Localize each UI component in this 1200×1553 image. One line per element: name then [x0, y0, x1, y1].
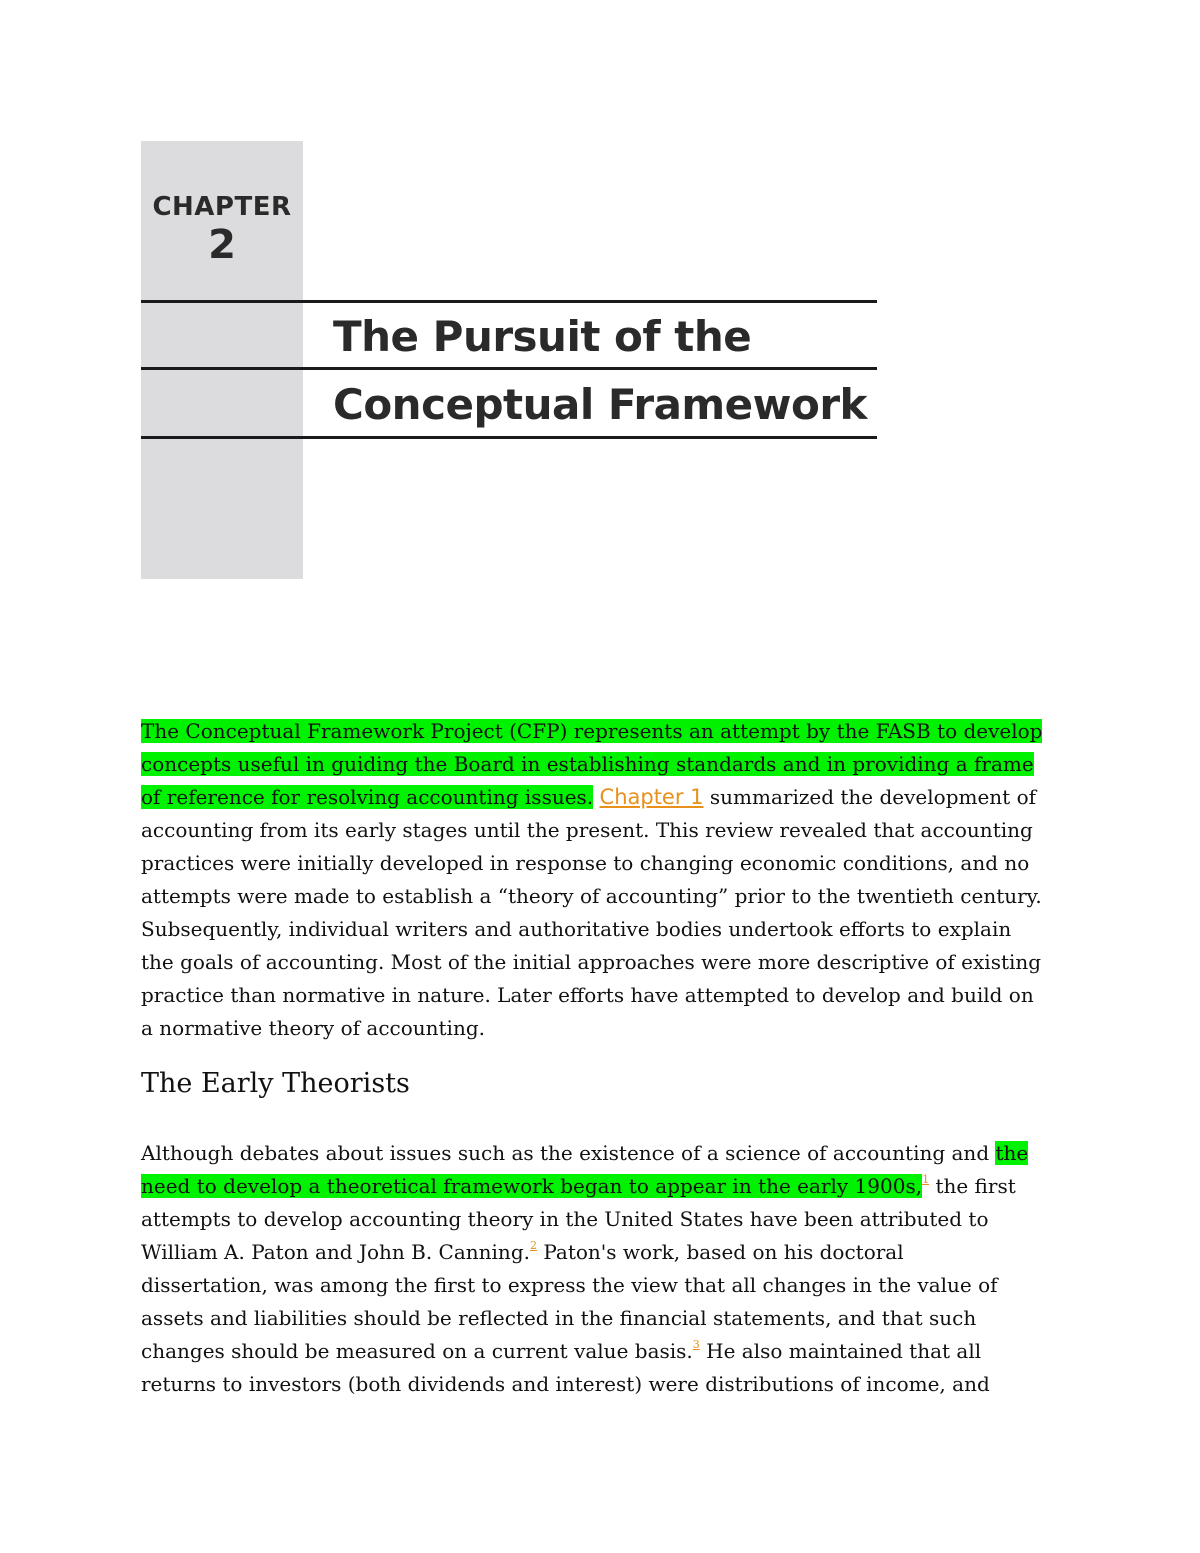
chapter-number: 2 [208, 222, 236, 268]
paragraph-text: Although debates about issues such as the existence of a science of accounting and [141, 1141, 990, 1165]
title-rule-bottom [141, 436, 877, 439]
highlighted-text: The Conceptual Framework Project (CFP) represents an attempt by the FASB to develop [141, 719, 1043, 743]
paragraph-line: attempts to develop accounting theory in the United States have been attributed to [141, 1207, 989, 1231]
chapter-title-line-2: Conceptual Framework [333, 380, 867, 429]
paragraph-text: He also maintained that all [706, 1339, 982, 1363]
paragraph-line: dissertation, was among the first to express the view that all changes in the value of [141, 1273, 998, 1297]
footnote-3-link[interactable]: 3 [692, 1338, 700, 1351]
paragraph-line: returns to investors (both dividends and interest) were distributions of income, and [141, 1372, 990, 1396]
footnote-1-link[interactable]: 1 [922, 1173, 930, 1186]
paragraph-text: William A. Paton and John B. Canning. [141, 1240, 530, 1264]
paragraph-text: the first [935, 1174, 1016, 1198]
paragraph-line: the goals of accounting. Most of the initial approaches were more descriptive of existing [141, 950, 1042, 974]
highlighted-text: the [995, 1141, 1029, 1165]
early-theorists-paragraph [141, 1137, 1071, 1401]
paragraph-line: attempts were made to establish a “theory of accounting” prior to the twentieth century. [141, 884, 1042, 908]
chapter-label: CHAPTER [152, 192, 292, 222]
highlighted-text: need to develop a theoretical framework began to appear in the early 1900s, [141, 1174, 923, 1198]
paragraph-line: Subsequently, individual writers and authoritative bodies undertook efforts to explain [141, 917, 1012, 941]
title-rule-top [141, 300, 877, 303]
footnote-2-link[interactable]: 2 [529, 1239, 537, 1252]
section-heading: The Early Theorists [141, 1068, 410, 1099]
paragraph-line: practice than normative in nature. Later efforts have attempted to develop and build on [141, 983, 1034, 1007]
paragraph-text: changes should be measured on a current value basis. [141, 1339, 693, 1363]
chapter-title-line-1: The Pursuit of the [333, 312, 752, 361]
highlighted-text: concepts useful in guiding the Board in establishing standards and in providing a frame [141, 752, 1034, 776]
paragraph-line: a normative theory of accounting. [141, 1016, 485, 1040]
highlighted-text: of reference for resolving accounting issues. [141, 785, 594, 809]
chapter-1-link[interactable]: Chapter 1 [599, 785, 704, 809]
title-rule-middle [141, 367, 877, 370]
paragraph-line: assets and liabilities should be reflected in the financial statements, and that such [141, 1306, 977, 1330]
intro-paragraph [141, 715, 1071, 1045]
paragraph-line: accounting from its early stages until the present. This review revealed that accounting [141, 818, 1033, 842]
paragraph-line: practices were initially developed in response to changing economic conditions, and no [141, 851, 1030, 875]
paragraph-text: Paton's work, based on his doctoral [543, 1240, 904, 1264]
paragraph-text: summarized the development of [709, 785, 1037, 809]
